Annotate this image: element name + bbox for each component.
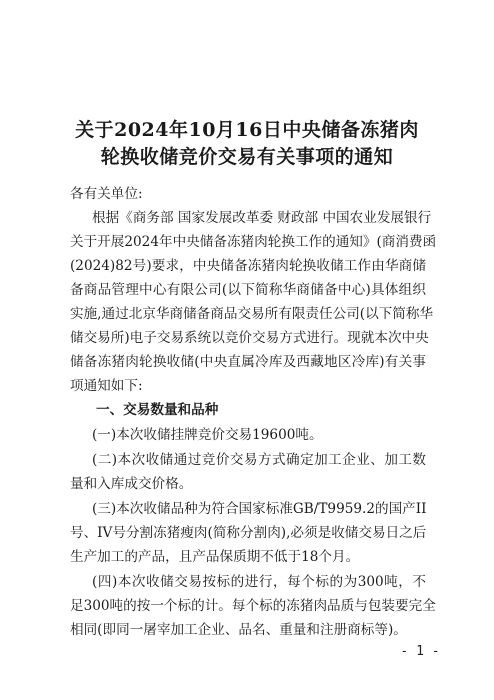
intro-line: 根据《商务部 国家发展改革委 财政部 中国农业发展银行	[92, 210, 432, 226]
item-3-line: 生产加工的产品，且产品保质期不低于18个月。	[70, 549, 360, 565]
section-heading: 一、交易数量和品种	[96, 402, 219, 418]
item-2-line: (二)本次收储通过竞价交易方式确定加工企业、加工数	[92, 452, 426, 468]
item-3-line: (三)本次收储品种为符合国家标准GB/T9959.2的国产II	[92, 501, 427, 517]
intro-line: 储备冻猪肉轮换收储(中央直属冷库及西藏地区冷库)有关事	[70, 354, 426, 370]
intro-line: 储交易所)电子交易系统以竞价交易方式进行。现就本次中央	[70, 330, 429, 346]
item-2-line: 量和入库成交价格。	[70, 476, 193, 492]
item-4-line: 相同(即同一屠宰加工企业、品名、重量和注册商标等)。	[70, 622, 407, 638]
intro-line: 备商品管理中心有限公司(以下简称华商储备中心)具体组织	[70, 282, 426, 298]
item-3-line: 号、IV号分割冻猪瘦肉(简称分割肉),必须是收储交易日之后	[70, 525, 427, 541]
page-number: - 1 -	[400, 644, 440, 659]
document-title-line-2: 轮换收储竞价交易有关事项的通知	[100, 146, 394, 168]
intro-line: 实施,通过北京华商储备商品交易所有限责任公司(以下简称华	[70, 306, 434, 322]
document-title-line-1: 关于2024年10月16日中央储备冻猪肉	[75, 119, 419, 141]
salutation: 各有关单位:	[70, 186, 143, 202]
item-4-line: (四)本次收储交易按标的进行，每个标的为300吨，不	[92, 574, 426, 590]
intro-line: 关于开展2024年中央储备冻猪肉轮换工作的通知》(商消费函	[70, 234, 437, 250]
intro-line: 项通知如下:	[70, 378, 143, 394]
item-1-line: (一)本次收储挂牌竞价交易19600吨。	[92, 427, 323, 443]
item-4-line: 足300吨的按一个标的计。每个标的冻猪肉品质与包装要完全	[70, 598, 436, 614]
intro-line: (2024)82号)要求，中央储备冻猪肉轮换收储工作由华商储	[70, 258, 426, 274]
